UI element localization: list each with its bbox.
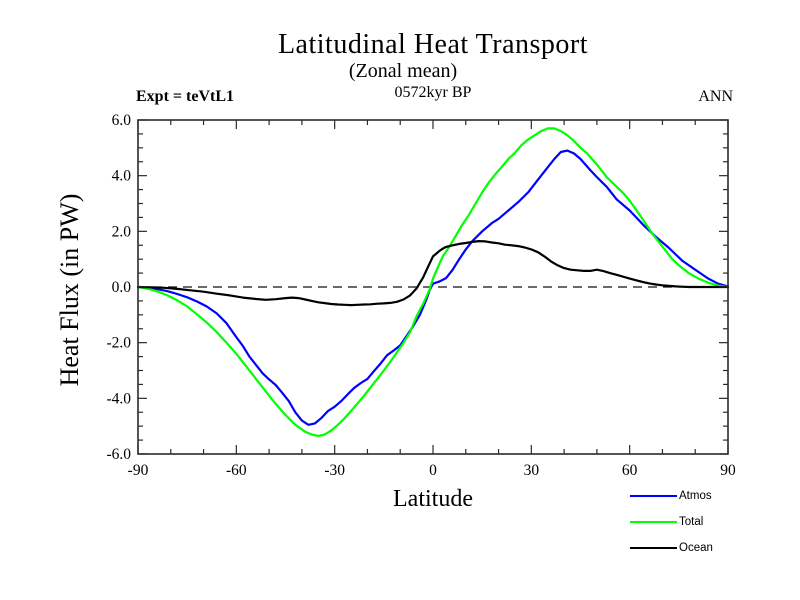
legend-line-atmos <box>630 495 677 497</box>
y-tick-label: 2.0 <box>111 223 131 241</box>
x-tick-label: 30 <box>523 462 540 479</box>
y-tick-label: 4.0 <box>111 167 131 185</box>
x-tick-label: -30 <box>324 462 346 479</box>
y-tick-label: 0.0 <box>111 279 131 296</box>
chart-title: Latitudinal Heat Transport <box>277 29 589 60</box>
legend-label: Atmos <box>679 489 712 502</box>
y-tick-label: -6.0 <box>106 446 131 463</box>
y-tick-label: 6.0 <box>111 112 131 129</box>
y-axis-title: Heat Flux (in PW) <box>55 193 84 387</box>
x-tick-label: -60 <box>225 462 247 479</box>
x-axis-title: Latitude <box>393 486 473 512</box>
time-label: 0572kyr BP <box>394 84 472 101</box>
x-tick-label: 60 <box>621 462 638 479</box>
legend-item-total <box>630 515 713 528</box>
legend-label: Ocean <box>679 541 713 554</box>
legend-item-ocean <box>630 541 713 554</box>
x-tick-label: -90 <box>127 462 149 479</box>
legend <box>630 489 713 554</box>
legend-item-atmos <box>630 489 713 502</box>
series-line-atmos <box>138 151 728 425</box>
y-tick-label: -2.0 <box>106 334 131 352</box>
x-tick-label: 0 <box>429 462 437 479</box>
legend-line-ocean <box>630 547 677 549</box>
series-line-ocean <box>138 241 728 305</box>
x-tick-label: 90 <box>720 462 736 479</box>
legend-line-total <box>630 521 677 523</box>
chart-subtitle: (Zonal mean) <box>348 60 458 82</box>
legend-label: Total <box>679 515 704 528</box>
y-tick-label: -4.0 <box>106 390 131 408</box>
experiment-label: Expt = teVtL1 <box>136 88 234 105</box>
season-label: ANN <box>698 88 733 105</box>
